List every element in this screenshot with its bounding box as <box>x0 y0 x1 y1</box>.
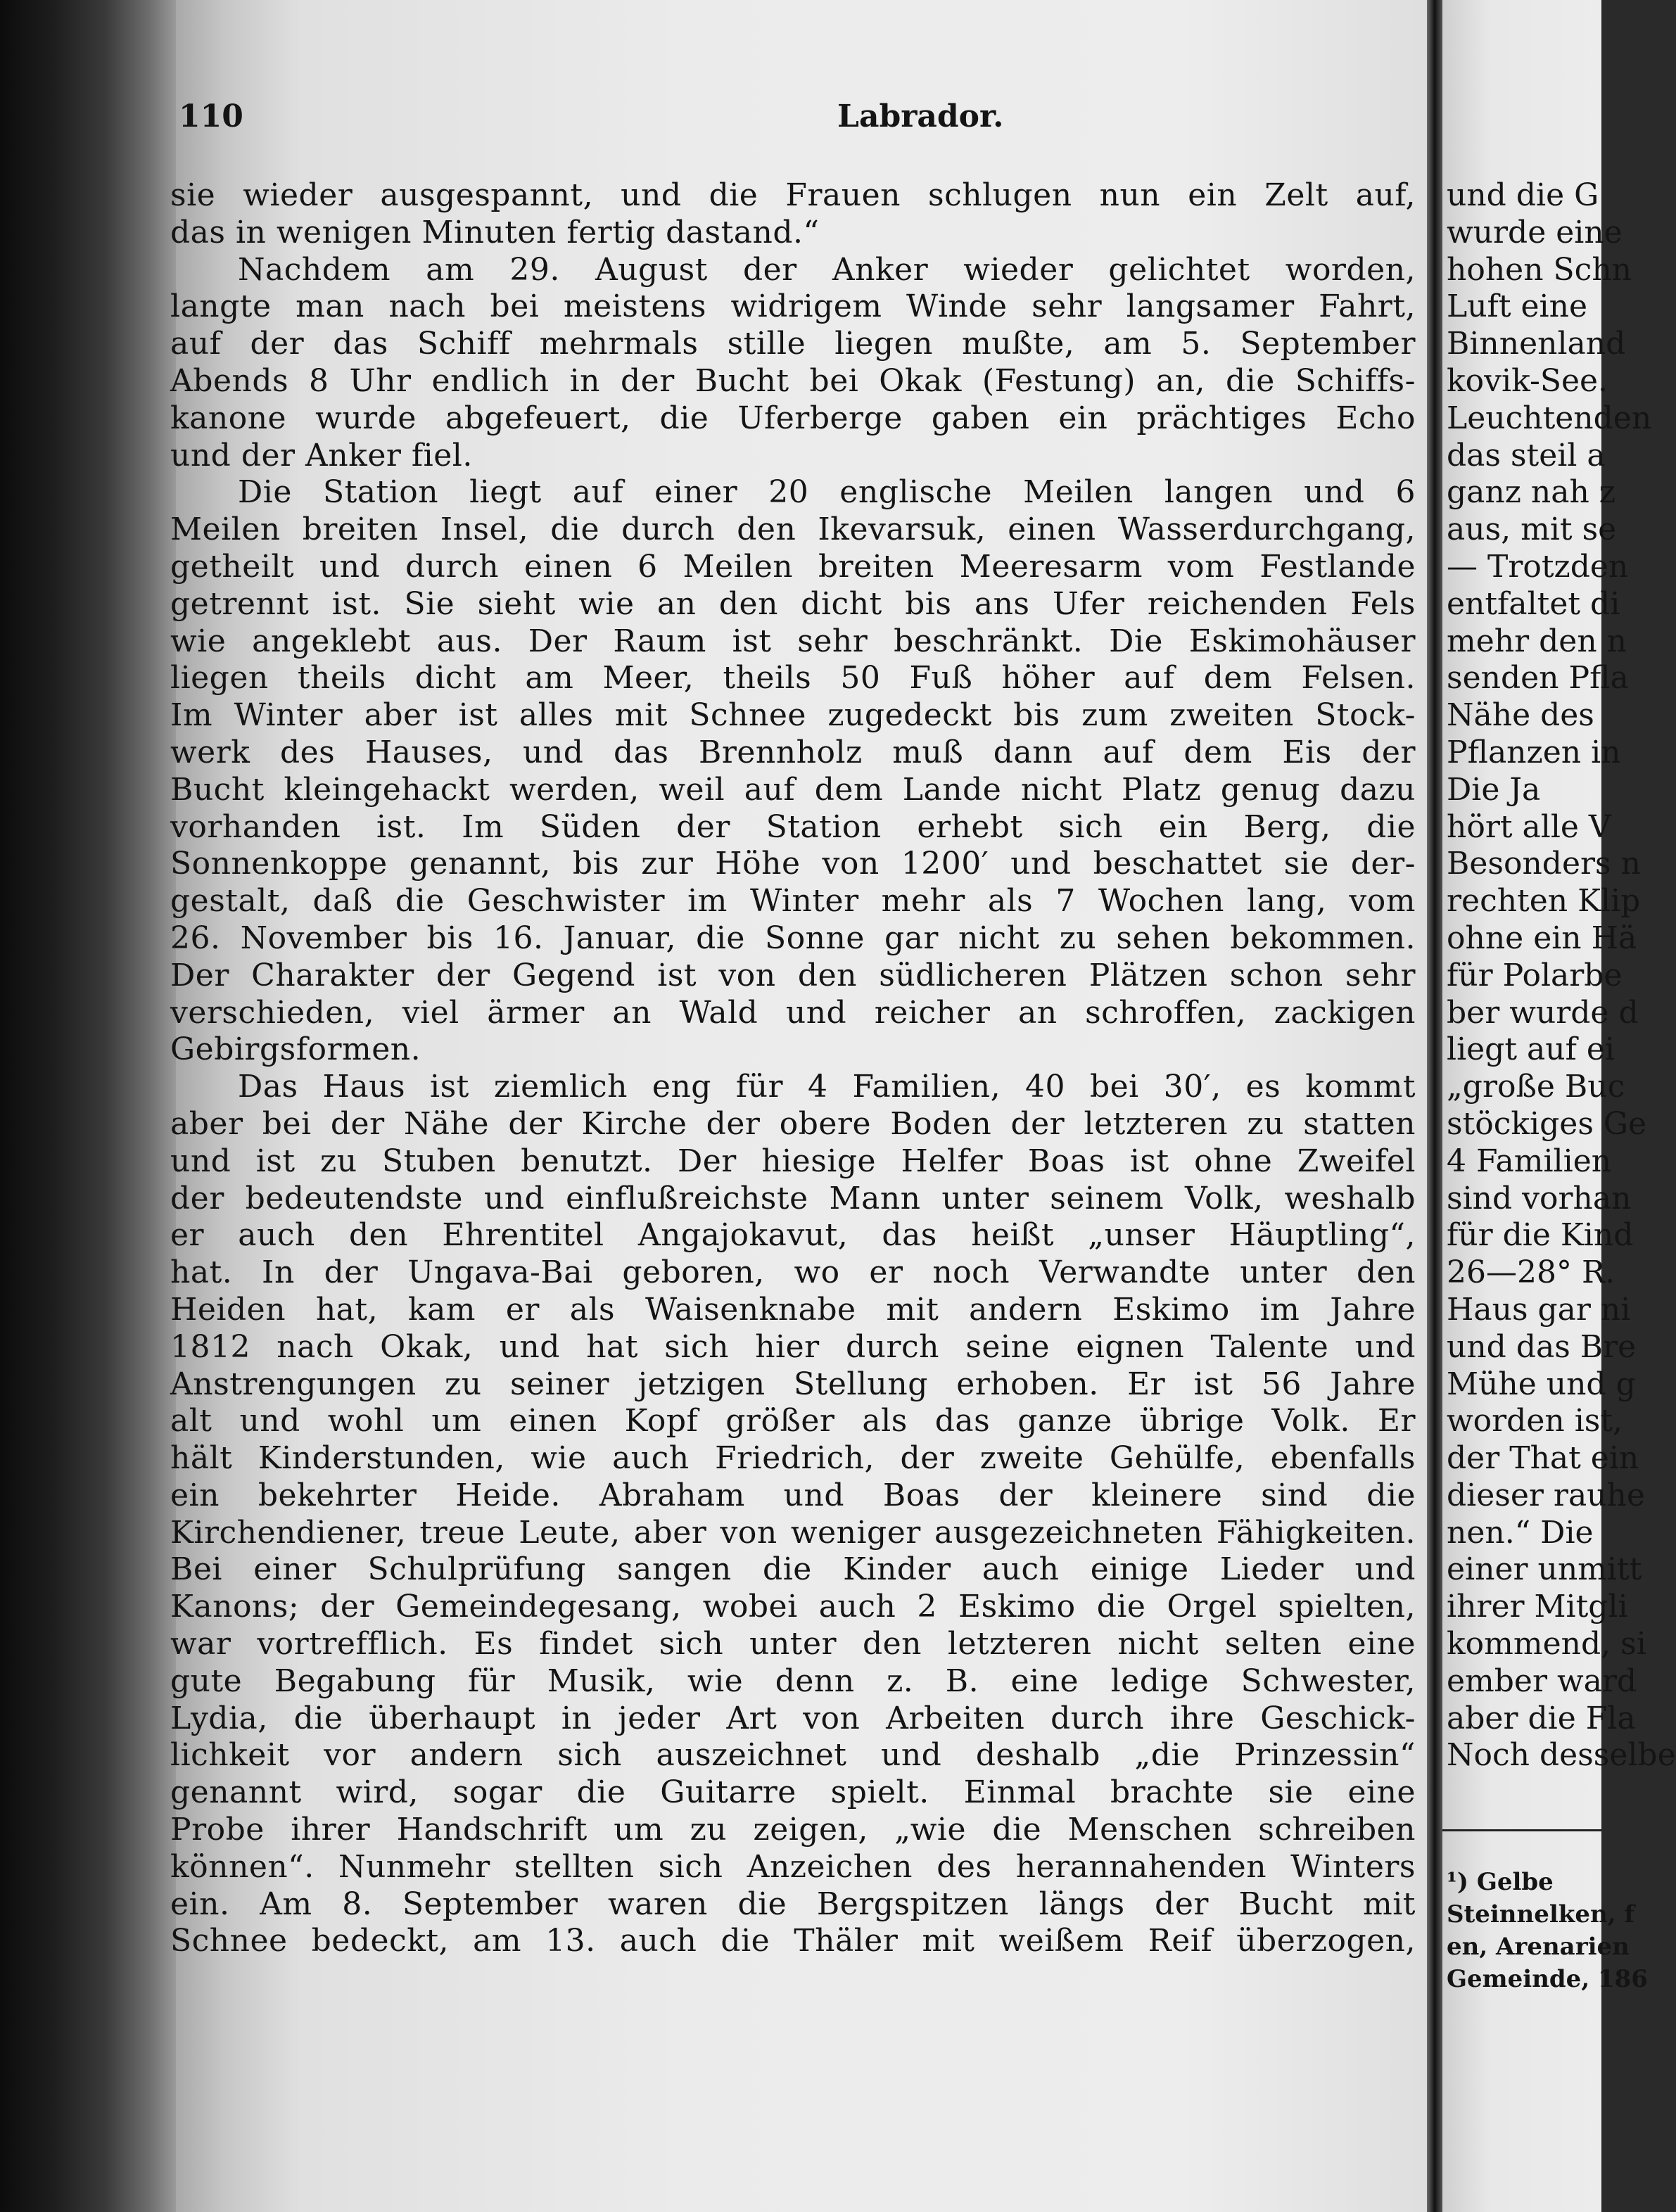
footnote-line: Steinnelken, f <box>1447 1900 1635 1928</box>
text-line: aber bei der Nähe der Kirche der obere Boden der letzteren zu statten <box>170 1105 1416 1142</box>
right-page-line: Nähe des <box>1447 697 1594 734</box>
footnote <box>1442 1866 1648 1995</box>
right-page-line: Noch desselbe <box>1447 1737 1676 1774</box>
text-line: Heiden hat, kam er als Waisenknabe mit andern Eskimo im Jahre <box>170 1291 1416 1328</box>
right-page-line: nen.“ Die <box>1447 1514 1594 1551</box>
text-line: das in wenigen Minuten fertig dastand.“ <box>170 214 820 250</box>
text-line: alt und wohl um einen Kopf größer als das ganze übrige Volk. Er <box>170 1403 1416 1439</box>
text-line: Schnee bedeckt, am 13. auch die Thäler mit weißem Reif überzogen, <box>170 1923 1416 1959</box>
right-page-line: „große Buc <box>1447 1069 1625 1105</box>
running-title: Labrador. <box>837 98 1004 134</box>
right-page-line: aber die Fla <box>1447 1700 1636 1736</box>
text-line: Probe ihrer Handschrift um zu zeigen, „wie die Menschen schreiben <box>170 1812 1416 1848</box>
text-line: war vortrefflich. Es findet sich unter den letzteren nicht selten eine <box>170 1626 1416 1663</box>
footnote-line: ¹) Gelbe <box>1447 1868 1554 1896</box>
text-line: lichkeit vor andern sich auszeichnet und deshalb „die Prinzessin“ <box>170 1737 1416 1774</box>
right-page-line: rechten Klip <box>1447 883 1641 920</box>
text-line: getrennt ist. Sie sieht wie an den dicht bis ans Ufer reichenden Fels <box>170 585 1416 622</box>
right-page-line: Mühe und g <box>1447 1366 1636 1402</box>
right-page-line: sind vorhan <box>1447 1180 1632 1216</box>
text-line: Der Charakter der Gegend ist von den südlicheren Plätzen schon sehr <box>170 957 1416 993</box>
text-line: vorhanden ist. Im Süden der Station erhebt sich ein Berg, die <box>170 808 1416 845</box>
text-line: gestalt, daß die Geschwister im Winter mehr als 7 Wochen lang, vom <box>170 883 1416 920</box>
text-line: 1812 nach Okak, und hat sich hier durch seine eignen Talente und <box>170 1328 1416 1365</box>
right-page-line: 4 Familien <box>1447 1143 1612 1179</box>
text-line: ein bekehrter Heide. Abraham und Boas der kleinere sind die <box>170 1477 1416 1513</box>
text-line: Bucht kleingehackt werden, weil auf dem Lande nicht Platz genug dazu <box>170 771 1416 808</box>
right-page-line: kovik-See. <box>1447 362 1608 399</box>
text-line: Kirchendiener, treue Leute, aber von weniger ausgezeichneten Fähigkeiten. <box>170 1514 1416 1551</box>
right-page-line: ber wurde d <box>1447 994 1639 1031</box>
page-number: 110 <box>179 98 243 134</box>
text-line: gute Begabung für Musik, wie denn z. B. eine ledige Schwester, <box>170 1663 1416 1699</box>
right-page-line: stöckiges Ge <box>1447 1105 1647 1142</box>
right-page-line: und das Bre <box>1447 1328 1637 1365</box>
text-line: Das Haus ist ziemlich eng für 4 Familien, 40 bei 30′, es kommt <box>238 1069 1416 1105</box>
text-line: Sonnenkoppe genannt, bis zur Höhe von 1200′ und beschattet sie der- <box>170 846 1416 882</box>
right-page-line: Besonders n <box>1447 846 1641 882</box>
text-line: sie wieder ausgespannt, und die Frauen schlugen nun ein Zelt auf, <box>170 177 1416 213</box>
right-page-line: liegt auf ei <box>1447 1031 1615 1068</box>
text-line: genannt wird, sogar die Guitarre spielt. Einmal brachte sie eine <box>170 1774 1416 1811</box>
right-page-line: und die G <box>1447 177 1599 213</box>
footnote-line: Gemeinde, 186 <box>1447 1965 1648 1993</box>
text-line: 26. November bis 16. Januar, die Sonne gar nicht zu sehen bekommen. <box>170 920 1416 956</box>
right-page-line: der That ein <box>1447 1440 1639 1477</box>
text-line: Abends 8 Uhr endlich in der Bucht bei Okak (Festung) an, die Schiffs- <box>170 362 1416 399</box>
right-page-line: Haus gar ni <box>1447 1291 1631 1328</box>
text-line: können“. Nunmehr stellten sich Anzeichen des herannahenden Winters <box>170 1848 1416 1885</box>
right-page-line: — Trotzden <box>1447 548 1629 585</box>
text-line: Bei einer Schulprüfung sangen die Kinder auch einige Lieder und <box>170 1551 1416 1588</box>
footnote-line: en, Arenarien <box>1447 1933 1630 1961</box>
text-line: und der Anker fiel. <box>170 437 473 473</box>
text-line: er auch den Ehrentitel Angajokavut, das heißt „unser Häuptling“, <box>170 1217 1416 1254</box>
right-page-line: Die Ja <box>1447 771 1541 808</box>
text-line: und ist zu Stuben benutzt. Der hiesige Helfer Boas ist ohne Zweifel <box>170 1143 1416 1179</box>
text-line: Kanons; der Gemeindegesang, wobei auch 2 Eskimo die Orgel spielten, <box>170 1589 1416 1625</box>
right-page-line: entfaltet di <box>1447 585 1620 622</box>
right-page-line: kommend, si <box>1447 1626 1646 1663</box>
text-line: Gebirgsformen. <box>170 1031 421 1068</box>
right-page-line: hört alle V <box>1447 808 1611 845</box>
right-page-line: Leuchtenden <box>1447 400 1652 436</box>
right-page-line: dieser rauhe <box>1447 1477 1645 1513</box>
footnote-rule <box>1442 1829 1601 1831</box>
text-line: hält Kinderstunden, wie auch Friedrich, der zweite Gehülfe, ebenfalls <box>170 1440 1416 1477</box>
text-line: Nachdem am 29. August der Anker wieder gelichtet worden, <box>238 251 1416 288</box>
text-line: Meilen breiten Insel, die durch den Ikevarsuk, einen Wasserdurchgang, <box>170 511 1416 548</box>
book-spine-shadow <box>0 0 176 2212</box>
text-line: getheilt und durch einen 6 Meilen breiten Meeresarm vom Festlande <box>170 548 1416 585</box>
body-text <box>170 177 1416 1960</box>
right-page-line: ember ward <box>1447 1663 1637 1699</box>
text-line: ein. Am 8. September waren die Bergspitzen längs der Bucht mit <box>170 1886 1416 1922</box>
text-line: wie angeklebt aus. Der Raum ist sehr beschränkt. Die Eskimohäuser <box>170 623 1416 659</box>
right-page-line: für die Kind <box>1447 1217 1634 1254</box>
right-page-line: wurde eine <box>1447 214 1623 250</box>
right-page-text <box>1442 177 1676 1774</box>
text-line: Im Winter aber ist alles mit Schnee zugedeckt bis zum zweiten Stock- <box>170 697 1416 734</box>
text-line: Lydia, die überhaupt in jeder Art von Arbeiten durch ihre Geschick- <box>170 1700 1416 1736</box>
text-line: der bedeutendste und einflußreichste Mann unter seinem Volk, weshalb <box>170 1180 1416 1216</box>
text-line: verschieden, viel ärmer an Wald und reicher an schroffen, zackigen <box>170 994 1416 1031</box>
page-gutter <box>1427 0 1442 2212</box>
right-page-line: für Polarbe <box>1447 957 1623 993</box>
text-line: werk des Hauses, und das Brennholz muß dann auf dem Eis der <box>170 734 1416 770</box>
text-line: langte man nach bei meistens widrigem Winde sehr langsamer Fahrt, <box>170 288 1416 325</box>
text-line: kanone wurde abgefeuert, die Uferberge gaben ein prächtiges Echo <box>170 400 1416 436</box>
right-page-line: ohne ein Hä <box>1447 920 1637 956</box>
right-page-line: Pflanzen in <box>1447 734 1621 770</box>
right-page-line: aus, mit se <box>1447 511 1617 548</box>
right-page-line: ihrer Mitgli <box>1447 1589 1628 1625</box>
text-line: auf der das Schiff mehrmals stille liegen mußte, am 5. September <box>170 326 1416 362</box>
right-page-line: senden Pfla <box>1447 660 1629 697</box>
text-line: liegen theils dicht am Meer, theils 50 Fuß höher auf dem Felsen. <box>170 660 1416 697</box>
text-line: hat. In der Ungava-Bai geboren, wo er noch Verwandte unter den <box>170 1254 1416 1291</box>
right-page-line: hohen Schn <box>1447 251 1632 288</box>
right-page-line: einer unmitt <box>1447 1551 1642 1588</box>
right-page-line: worden ist, <box>1447 1403 1623 1439</box>
right-page-line: das steil a <box>1447 437 1606 473</box>
text-line: Anstrengungen zu seiner jetzigen Stellung erhoben. Er ist 56 Jahre <box>170 1366 1416 1402</box>
right-page-line: mehr den n <box>1447 623 1627 659</box>
right-page-line: 26—28° R. <box>1447 1254 1615 1291</box>
text-line: Die Station liegt auf einer 20 englische Meilen langen und 6 <box>238 474 1416 511</box>
right-page-line: Binnenland <box>1447 326 1626 362</box>
right-page-line: ganz nah z <box>1447 474 1615 511</box>
right-page-line: Luft eine <box>1447 288 1587 325</box>
